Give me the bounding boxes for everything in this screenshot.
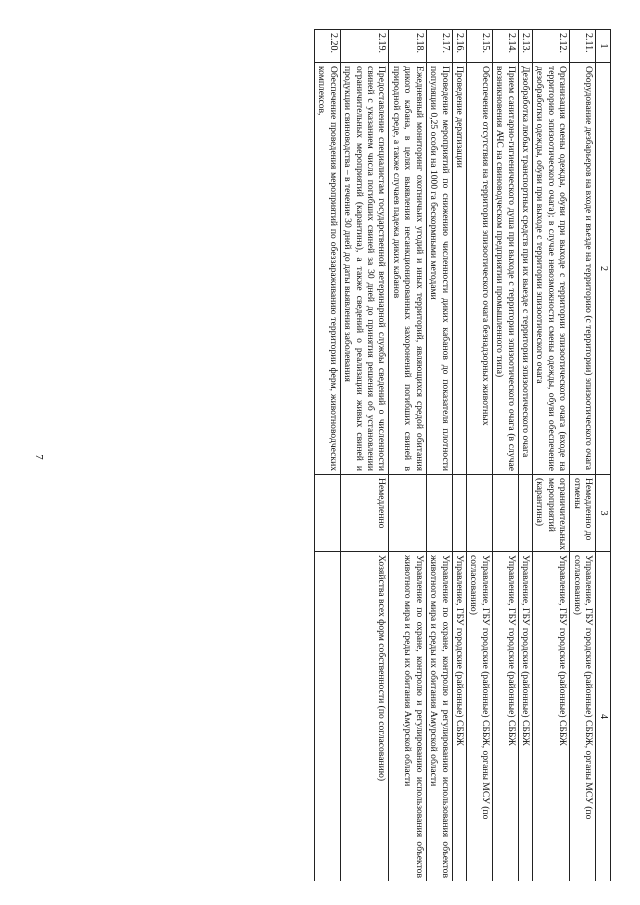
measure-cell: Обеспечение проведения мероприятий по обеззараживанию территории ферм, животноводческих комплексов, — [315, 63, 341, 475]
row-number: 2.19. — [340, 30, 389, 63]
executor-cell: Управление по охране, контролю и регулированию использования объектов животного мира и среды их обитания Амурской области — [426, 552, 452, 882]
executor-cell: Управление, ГБУ городские (районные) СББЖ — [492, 552, 518, 882]
header-col-2: 2 — [596, 63, 611, 475]
table-row — [466, 30, 492, 882]
deadline-cell: Немедленно — [340, 475, 389, 552]
measure-cell: Оборудование дезбарьеров на входе и въезде на территорию (с территории) эпизоотического очага — [570, 63, 596, 475]
row-number: 2.18. — [389, 30, 426, 63]
deadline-cell: ограничительных мероприятий (карантина) — [532, 475, 569, 552]
table-row — [389, 30, 426, 882]
table-row — [492, 30, 518, 882]
executor-cell: Управление, ГБУ городские (районные) СББЖ — [452, 552, 466, 882]
measures-table — [314, 29, 611, 881]
measure-cell: Дезобработка любых транспортных средств при их выезде с территории эпизоотического очага — [518, 63, 532, 475]
table-row — [426, 30, 452, 882]
row-number: 2.13. — [518, 30, 532, 63]
row-number: 2.11. — [570, 30, 596, 63]
measure-cell: Ежедневный мониторинг охотничьих угодий и иных территорий, являющихся средой обитания дикого кабана, в целях выявления несанкционированных захоронений погибших свиней в природной среде, а также случаев падежа диких кабанов — [389, 63, 426, 475]
deadline-cell — [426, 475, 452, 552]
executor-cell: Хозяйства всех форм собственности (по согласованию) — [340, 552, 389, 882]
deadline-cell — [492, 475, 518, 552]
executor-cell: Управление по охране, контролю и регулированию использования объектов животного мира и среды их обитания Амурской области — [389, 552, 426, 882]
table-row — [340, 30, 389, 882]
table-header-row — [596, 30, 611, 882]
row-number: 2.12. — [532, 30, 569, 63]
executor-cell: Управление, ГБУ городские (районные) СББЖ — [532, 552, 569, 882]
deadline-cell — [466, 475, 492, 552]
executor-cell — [315, 552, 341, 882]
rotated-page-region — [90, 29, 611, 881]
deadline-cell — [518, 475, 532, 552]
table-row — [315, 30, 341, 882]
executor-cell: Управление, ГБУ городские (районные) СББЖ, органы МСУ (по согласованию) — [570, 552, 596, 882]
row-number: 2.14. — [492, 30, 518, 63]
measure-cell: Предоставление специалистам государственной ветеринарной службы сведений о численности свиней с указанием числа погибших свиней за 30 дней до принятия решения об установлении ограничительных мероприятий (карантина), а также сведений о реализации живых свиней и продукции свиноводства – в течение 30 дней до даты выявления заболевания — [340, 63, 389, 475]
header-col-3: 3 — [596, 475, 611, 552]
deadline-cell: Немедленно до отмены — [570, 475, 596, 552]
deadline-cell — [315, 475, 341, 552]
measure-cell: Обеспечение отсутствия на территории эпизоотического очага безнадзорных животных — [466, 63, 492, 475]
rotated-table-container — [90, 29, 611, 881]
executor-cell: Управление, ГБУ городские (районные) СББЖ, органы МСУ (по согласованию) — [466, 552, 492, 882]
page-number: 7 — [32, 454, 45, 460]
executor-cell: Управление, ГБУ городские (районные) СББЖ — [518, 552, 532, 882]
row-number: 2.16. — [452, 30, 466, 63]
deadline-cell — [452, 475, 466, 552]
row-number: 2.15. — [466, 30, 492, 63]
measure-cell: Прием санитарно-гигиенического душа при выходе с территории эпизоотического очага (в случае возникновения АЧС на свиноводческом предприятии промышленного типа) — [492, 63, 518, 475]
table-row — [518, 30, 532, 882]
measure-cell: Проведение мероприятий по снижению численности диких кабанов до показателя плотности популяции 0,25 особи на 1000 га бескормными методами — [426, 63, 452, 475]
table-row — [532, 30, 569, 882]
measure-cell: Организация смены одежды, обуви при выходе с территории эпизоотического очага (входе на территорию эпизоотического очага); в случае невозможности смены одежды, обуви обеспечение дезобработки одежды, обуви при выходе с территории эпизоотического очага — [532, 63, 569, 475]
table-row — [452, 30, 466, 882]
measure-cell: Проведение дератизации — [452, 63, 466, 475]
table-row — [570, 30, 596, 882]
row-number: 2.17. — [426, 30, 452, 63]
header-col-4: 4 — [596, 552, 611, 882]
deadline-cell — [389, 475, 426, 552]
row-number: 2.20. — [315, 30, 341, 63]
header-col-1: 1 — [596, 30, 611, 63]
